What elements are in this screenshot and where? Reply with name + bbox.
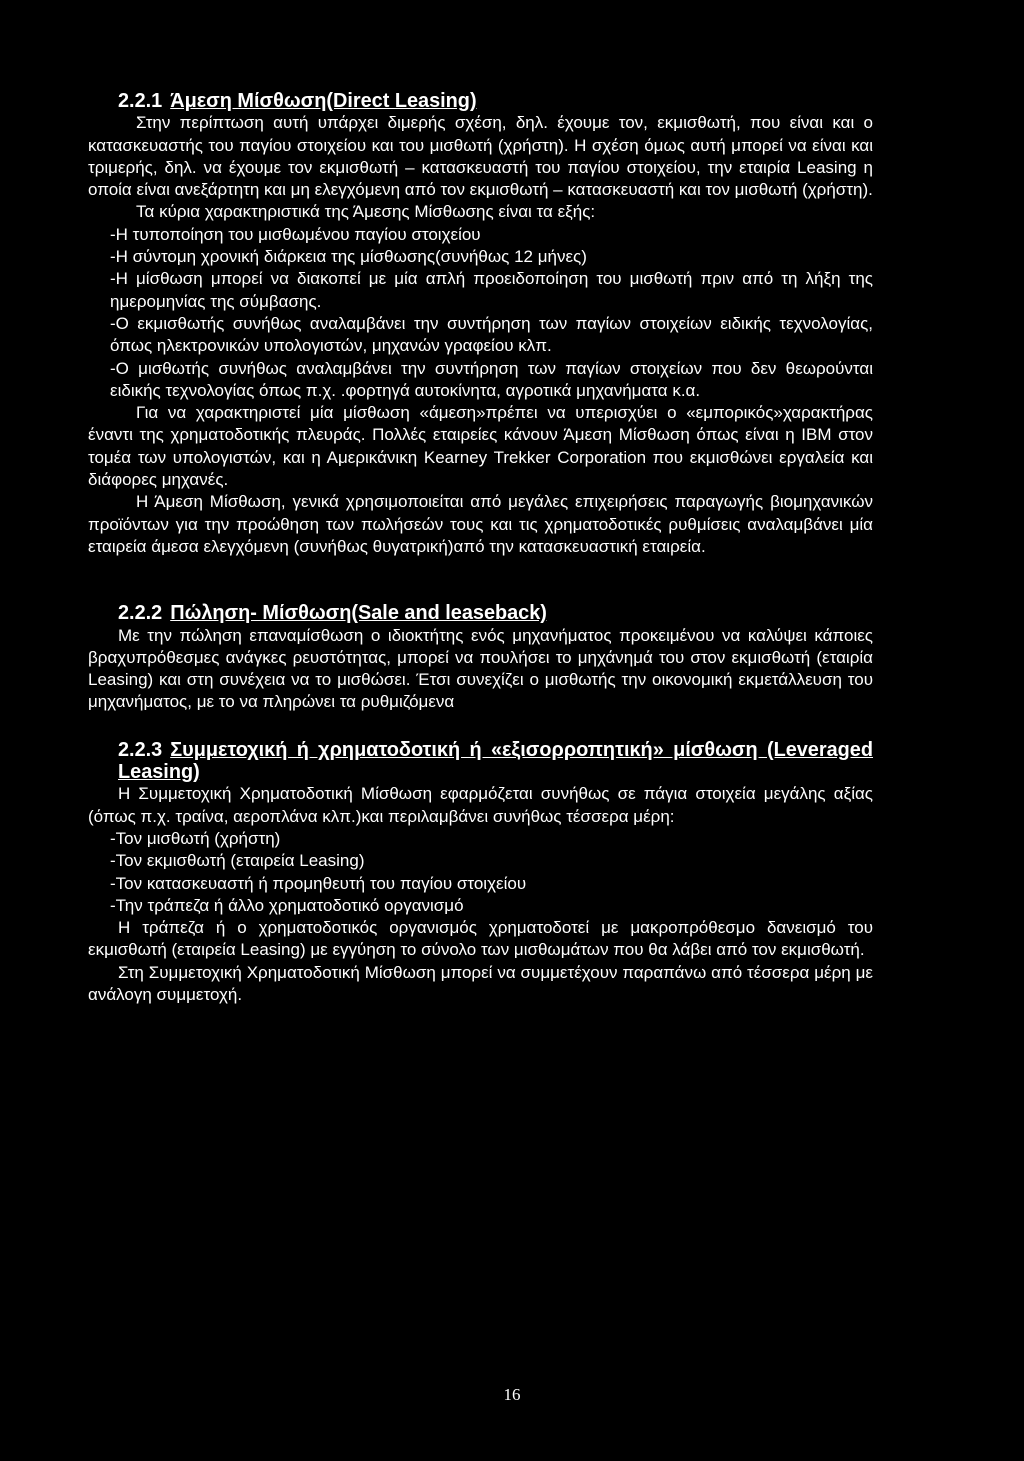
paragraph: Τα κύρια χαρακτηριστικά της Άμεσης Μίσθωσης είναι τα εξής: — [136, 202, 596, 222]
section-title: Συμμετοχική ή χρηματοδοτική ή «εξισορροπητική» μίσθωση (Leveraged Leasing) — [118, 738, 873, 784]
paragraph: Η τράπεζα ή ο χρηματοδοτικός οργανισμός χρηματοδοτεί με μακροπρόθεσμο δανεισμό του εκμισθωτή (εταιρεία Leasing) με εγγύηση το σύνολο των μισθωμάτων που θα λάβει από τον εκμισθωτή. — [88, 918, 873, 960]
section-number: 2.2.2 — [118, 602, 163, 625]
section-title: Άμεση Μίσθωση(Direct Leasing) — [170, 90, 477, 112]
list-item: -Η μίσθωση μπορεί να διακοπεί με μία απλή προειδοποίηση του μισθωτή πριν από τη λήξη της ημερομηνίας της σύμβασης. — [110, 269, 873, 311]
paragraph: Η Συμμετοχική Χρηματοδοτική Μίσθωση εφαρμόζεται συνήθως σε πάγια στοιχεία μεγάλης αξίας (όπως π.χ. τραίνα, αεροπλάνα κλπ.)και περιλαμβάνει συνήθως τέσσερα μέρη: — [88, 784, 873, 826]
section-number: 2.2.1 — [118, 90, 163, 112]
paragraph: Στην περίπτωση αυτή υπάρχει διμερής σχέση, δηλ. έχουμε τον, εκμισθωτή, που είναι και ο κατασκευαστής του παγίου στοιχείου και του μισθωτή (χρήστη). Η σχέση όμως αυτή μπορεί να είναι και τριμερής, δηλ. να έχουμε τον εκμισθωτή – κατασκευαστή του παγίου στοιχείου, την εταιρία Leasing η οποία είναι ανεξάρτητη και μη ελεγχόμενη από τον εκμισθωτή – κατασκευαστή και τον μισθωτή (χρήστη). — [88, 113, 873, 200]
paragraph: Για να χαρακτηριστεί μία μίσθωση «άμεση»πρέπει να υπερισχύει ο «εμπορικός»χαρακτήρας έναντι της χρηματοδοτικής πλευράς. Πολλές εταιρείες κάνουν Άμεση Μίσθωση όπως είναι η IBM στον τομέα των υπολογιστών, και η Αμερικάνικη Kearney Trekker Corporation που εκμισθώνει εργαλεία και διάφορες μηχανές. — [88, 403, 873, 490]
list-item: -Την τράπεζα ή άλλο χρηματοδοτικό οργανισμό — [110, 895, 464, 915]
paragraph: Με την πώληση επαναμίσθωση ο ιδιοκτήτης ενός μηχανήματος προκειμένου να καλύψει κάποιες βραχυπρόθεσμες ανάγκες ρευστότητας, μπορεί να πουλήσει το μηχάνημά του στον εκμισθωτή (εταιρία Leasing) και στη συνέχεια να το μισθώσει. Έτσι συνεχίζει ο μισθωτής την οικονομική εκμετάλλευση του μηχανήματος, με το να πληρώνει τα ρυθμιζόμενα — [88, 625, 873, 712]
section-title: Πώληση- Μίσθωση(Sale and leaseback) — [170, 602, 547, 625]
document-body — [88, 90, 873, 1006]
list-item: -Τον κατασκευαστή ή προμηθευτή του παγίου στοιχείου — [110, 873, 527, 893]
paragraph: Στη Συμμετοχική Χρηματοδοτική Μίσθωση μπορεί να συμμετέχουν παραπάνω από τέσσερα μέρη με ανάλογη συμμετοχή. — [88, 962, 873, 1004]
paragraph: Η Άμεση Μίσθωση, γενικά χρησιμοποιείται από μεγάλες επιχειρήσεις παραγωγής βιομηχανικών προϊόντων για την προώθηση των πωλήσεών τους και τις χρηματοδοτικές ρυθμίσεις αναλαμβάνει μία εταιρεία άμεσα ελεγχόμενη (συνήθως θυγατρική)από την κατασκευαστική εταιρεία. — [88, 492, 873, 556]
list-item: -Η τυποποίηση του μισθωμένου παγίου στοιχείου — [110, 224, 481, 244]
page-number: 16 — [503, 1385, 521, 1404]
spacer — [88, 714, 873, 739]
list-item: -Ο εκμισθωτής συνήθως αναλαμβάνει την συντήρηση των παγίων στοιχείων ειδικής τεχνολογίας, όπως ηλεκτρονικών υπολογιστών, μηχανών γραφείου κλπ. — [110, 313, 873, 356]
spacer — [88, 558, 873, 602]
list-item: -Η σύντομη χρονική διάρκεια της μίσθωσης(συνήθως 12 μήνες) — [110, 247, 587, 267]
list-item: -Ο μισθωτής συνήθως αναλαμβάνει την συντήρηση των παγίων στοιχείων που δεν θεωρούνται ειδικής τεχνολογίας όπως π.χ. .φορτηγά αυτοκίνητα, αγροτικά μηχανήματα κ.α. — [110, 358, 873, 400]
section-heading-2-2-2 — [88, 602, 873, 624]
list-item: -Τον εκμισθωτή (εταιρεία Leasing) — [110, 851, 365, 871]
section-heading-2-2-3 — [88, 739, 873, 784]
section-heading-2-2-1 — [88, 90, 873, 112]
section-number: 2.2.3 — [118, 738, 163, 761]
list-item: -Τον μισθωτή (χρήστη) — [110, 828, 281, 848]
